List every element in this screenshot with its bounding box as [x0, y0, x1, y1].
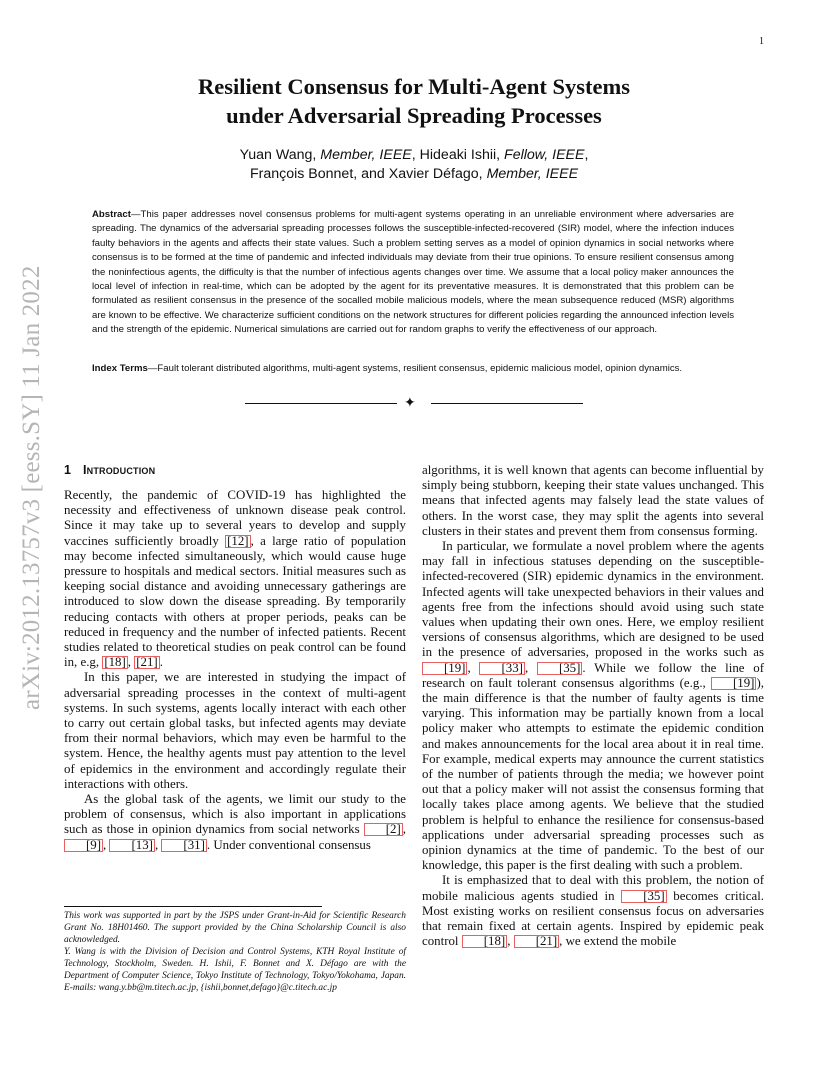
- citation-link[interactable]: [19]: [422, 662, 467, 675]
- title-line-2: under Adversarial Spreading Processes: [226, 103, 602, 128]
- index-terms: [92, 362, 734, 376]
- text: becomes critical. Most existing works on resilient consensus focus on adversaries that remain fixed at certain agents. Inspired by epidemic peak control: [422, 888, 764, 949]
- left-column-body: [64, 488, 406, 853]
- text: ,: [402, 822, 406, 837]
- text: , we extend the mobile: [559, 934, 677, 949]
- section-heading-introduction: [64, 463, 155, 477]
- abstract: [92, 208, 734, 338]
- text: . Under conventional consensus: [206, 837, 371, 852]
- citation-link[interactable]: [12]: [227, 533, 249, 548]
- text: ,: [467, 660, 480, 675]
- text: algorithms, it is well known that agents can become influential by simply being stubborn, keeping their state values unchanged. This means that infected agents may falsely lead the state values of others. In the worst case, they may split the agents into several clusters in their states and prevent them from consensus forming.: [422, 463, 764, 538]
- separator-line-left: [245, 403, 397, 404]
- index-terms-label: Index Terms: [92, 363, 148, 374]
- arxiv-identifier-text: arXiv:2012.13757v3 [eess.SY] 11 Jan 2022: [18, 265, 45, 710]
- right-column-body: [422, 463, 764, 950]
- footnotes: [64, 911, 406, 996]
- paper-title: [90, 72, 738, 130]
- text: ), the main difference is that the number of faulty agents is time varying. This information may be partially known from a local policy maker who attempts to estimate the epidemic condition and makes announcements for the local area about it in real time. For example, medical experts may announce the current statistics of the number of patients through the media; we however point out that a policy maker will not assist the consensus forming that locally takes place among agents. We believe that the studied problem is helpful to enhance the resilience for consensus-based applications under adversarial spreading processes such as opinion dynamics at the time of pandemic. To the best of our knowledge, this paper is the first dealing with such a problem.: [422, 675, 764, 873]
- text: ,: [507, 934, 514, 949]
- citation-link[interactable]: [35]: [537, 662, 582, 675]
- index-terms-text: —Fault tolerant distributed algorithms, multi-agent systems, resilient consensus, epidemic malicious model, opinion dynamics.: [147, 363, 683, 374]
- paragraph: [64, 792, 406, 853]
- text: ,: [103, 837, 110, 852]
- abstract-label: Abstract: [92, 209, 131, 220]
- section-title: Introduction: [82, 463, 156, 477]
- text: ,: [524, 660, 537, 675]
- paragraph: [422, 873, 764, 949]
- footnote-divider: [64, 906, 322, 907]
- citation-link[interactable]: [33]: [479, 662, 524, 675]
- text: In this paper, we are interested in studying the impact of adversarial spreading processes in the context of multi-agent systems. In such systems, agents locally interact with each other to carry out certain global tasks, but infected agents may deviate from their normal behaviors, which may even be harmful to the system. Hence, the healthy agents must pay attention to the level of epidemics in the environment and accordingly regulate their interactions with others.: [64, 670, 406, 791]
- citation-link[interactable]: [9]: [64, 839, 103, 852]
- author-role: Member, IEEE: [486, 166, 579, 182]
- text: . While we follow the line of research on fault tolerant consensus algorithms (e.g.,: [422, 660, 764, 690]
- text: Recently, the pandemic of COVID-19 has highlighted the necessity and effectiveness of unknown disease peak control. Since it may take up to several years to develop and supply vaccines sufficiently broadly: [64, 488, 406, 548]
- citation-link[interactable]: [2]: [364, 823, 403, 836]
- section-number: 1: [64, 463, 71, 477]
- separator-diamond-icon: ✦: [404, 396, 416, 411]
- title-line-1: Resilient Consensus for Multi-Agent Systems: [197, 74, 631, 99]
- paragraph: [422, 463, 764, 539]
- author-separator: ,: [584, 147, 589, 163]
- footnote-funding: This work was supported in part by the JSPS under Grant-in-Aid for Scientific Research Grant No. 18H01460. The support provided by the China Scholarship Council is also acknowledged.: [64, 911, 406, 945]
- author-role: Fellow, IEEE: [504, 147, 585, 163]
- citation-link[interactable]: [19]: [711, 677, 756, 690]
- text: In particular, we formulate a novel problem where the agents may fall in infectious statuses depending on the susceptible-infected-recovered (SIR) epidemic dynamics in the environment. Infected agents will take unexpected behaviors in their values and agents free from the infections should avoid using such state values when updating their own ones. Here, we employ resilient versions of consensus algorithms, which are designed to be used in the presence of adversaries, proposed in the works such as: [422, 539, 764, 660]
- paragraph: [64, 488, 406, 670]
- citation-link[interactable]: [21]: [136, 655, 158, 670]
- citation-link[interactable]: [35]: [621, 890, 666, 903]
- author-name: Yuan Wang,: [239, 147, 321, 163]
- text: ,: [127, 655, 135, 670]
- separator-line-right: [431, 403, 583, 404]
- footnote-affiliations: Y. Wang is with the Division of Decision and Control Systems, KTH Royal Institute of Technology, Stockholm, Sweden. H. Ishii, F. Bonnet and X. Défago are with the Department of Computer Science, Tokyo Institute of Technology, Tokyo/Yokohama, Japan. E-mails: wang.y.bb@m.titech.ac.jp, {ishii,bonnet,defago}@c.titech.ac.jp: [64, 947, 406, 993]
- author-line-2: [90, 165, 738, 184]
- citation-link[interactable]: [18]: [104, 655, 126, 670]
- text: .: [159, 655, 163, 670]
- page-number: 1: [759, 36, 764, 47]
- text: , a large ratio of population may become infected simultaneously, which would cause huge pressure to hospitals and medical sectors. Initial measures such as keeping social distance and avoiding unnecessary gatherings are introduced to slow down the disease spreading. By temporarily reducing contacts with others at proper periods, peaks can be reduced in frequency and the number of infected patients. Recent studies related to theoretical studies on peak control can be found in, e.g,: [64, 533, 406, 670]
- citation-link[interactable]: [31]: [161, 839, 206, 852]
- text: It is emphasized that to deal with this problem, the notion of mobile malicious agents studied in: [422, 873, 764, 903]
- author-name: , Hideaki Ishii,: [411, 147, 505, 163]
- citation-link[interactable]: [13]: [109, 839, 154, 852]
- text: ,: [154, 837, 162, 852]
- citation-link[interactable]: [21]: [514, 935, 559, 948]
- author-name: François Bonnet, and Xavier Défago,: [249, 166, 487, 182]
- section-separator: [245, 396, 583, 412]
- text: As the global task of the agents, we limit our study to the problem of consensus, which is also important in applications such as those in opinion dynamics from social networks: [64, 792, 406, 837]
- abstract-text: —This paper addresses novel consensus problems for multi-agent systems operating in an unreliable environment where adversaries are spreading. The dynamics of the adversarial spreading processes follows the susceptible-infected-recovered (SIR) model, where the infection induces faulty behaviors in the agents and affects their state values. Such a problem setting serves as a model of opinion dynamics in social networks where consensus is to be formed at the time of pandemic and infected individuals may deviate from their true opinions. To ensure resilient consensus among the noninfectious agents, the difficulty is that the number of infectious agents changes over time. We assume that a local policy maker announces the local level of infection in real-time, which can be adopted by the agent for its preventative measures. It is demonstrated that this problem can be formulated as resilient consensus in the presence of the socalled mobile malicious models, where the mean subsequence reduced (MSR) algorithms are known to be effective. We characterize sufficient conditions on the network structures for different policies regarding the announced infection levels and the strength of the epidemic. Numerical simulations are carried out for random graphs to verify the effectiveness of our approach.: [92, 209, 734, 336]
- paragraph: [422, 539, 764, 873]
- paragraph: [64, 670, 406, 792]
- citation-link[interactable]: [18]: [462, 935, 507, 948]
- author-role: Member, IEEE: [320, 147, 412, 163]
- author-line-1: [90, 146, 738, 165]
- author-list: [90, 146, 738, 184]
